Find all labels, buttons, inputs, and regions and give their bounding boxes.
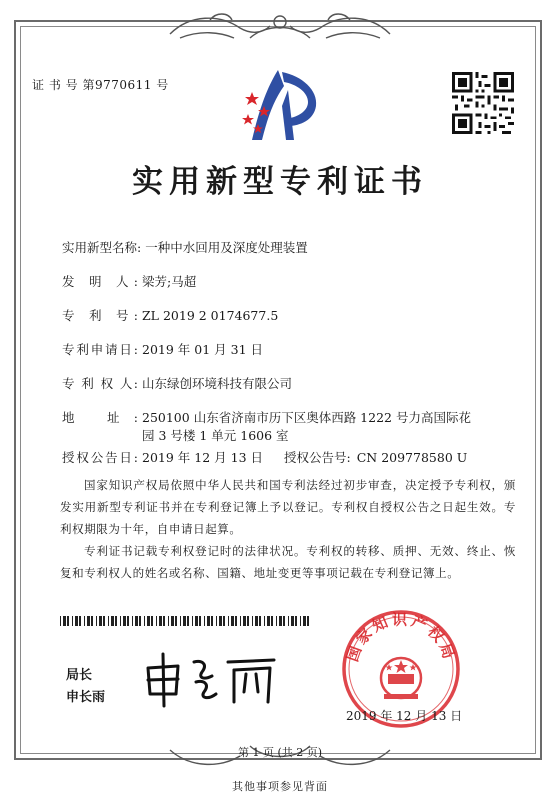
field-value: CN 209778580 U xyxy=(356,450,468,465)
svg-text:国家知识产权局 xyxy=(343,611,458,664)
certificate-number: 证 书 号 第9770611 号 xyxy=(32,78,169,92)
field-inventor xyxy=(62,272,196,290)
field-label: 专 利 号: xyxy=(62,308,138,323)
seal-date: 2019 年 12 月 13 日 xyxy=(346,709,463,723)
field-utility-model-name xyxy=(62,238,308,256)
field-label: 地 址: xyxy=(62,410,138,425)
footer-note: 其他事项参见背面 xyxy=(232,780,328,793)
cnipa-emblem-icon xyxy=(238,66,322,146)
seal-text: 国家知识产权局 xyxy=(343,610,459,664)
grant-statement: 国家知识产权局依照中华人民共和国专利法经过初步审查，决定授予专利权，颁发实用新型专利证书并在专利登记簿上予以登记。专利权自授权公告之日起生效。专利权期限为十年，自申请日起算。 xyxy=(60,478,516,536)
legal-status-statement: 专利证书记载专利权登记时的法律状况。专利权的转移、质押、无效、终止、恢复和专利权人的姓名或名称、国籍、地址变更等事项记载在专利登记簿上。 xyxy=(60,544,516,580)
field-patent-number xyxy=(62,306,278,324)
top-ornament-icon xyxy=(150,4,410,44)
field-value: 2019 年 12 月 13 日 xyxy=(142,450,263,465)
signatory-name: 申长雨 xyxy=(66,690,106,705)
handwritten-signature-icon xyxy=(142,648,282,708)
field-address-continued xyxy=(142,426,289,444)
field-label: 授权公告日: xyxy=(62,450,138,465)
field-value: 一种中水回用及深度处理装置 xyxy=(145,240,308,255)
field-label: 专 利 权 人: xyxy=(62,376,138,391)
field-label: 专利申请日: xyxy=(62,342,138,357)
field-value: 园 3 号楼 1 单元 1606 室 xyxy=(142,428,289,443)
qr-code-icon xyxy=(452,72,514,134)
certificate-title: 实用新型专利证书 xyxy=(132,164,428,200)
field-application-date xyxy=(62,340,263,358)
field-grant-date xyxy=(62,448,263,466)
signatory-title: 局长 xyxy=(66,668,93,683)
field-address xyxy=(62,408,471,426)
field-label: 发 明 人: xyxy=(62,274,138,289)
page-indicator: 第 1 页 (共 2 页) xyxy=(237,746,323,759)
field-label: 授权公告号: xyxy=(284,450,351,465)
field-value: 250100 山东省济南市历下区奥体西路 1222 号力高国际花 xyxy=(142,410,471,425)
field-value: 梁芳;马超 xyxy=(142,274,197,289)
field-patentee xyxy=(62,374,292,392)
barcode-strip-icon xyxy=(60,616,310,626)
field-value: 2019 年 01 月 31 日 xyxy=(142,342,263,357)
field-publication-number xyxy=(284,448,467,466)
field-label: 实用新型名称: xyxy=(62,240,142,255)
field-value: 山东绿创环境科技有限公司 xyxy=(142,376,293,391)
field-value: ZL 2019 2 0174677.5 xyxy=(142,308,279,323)
